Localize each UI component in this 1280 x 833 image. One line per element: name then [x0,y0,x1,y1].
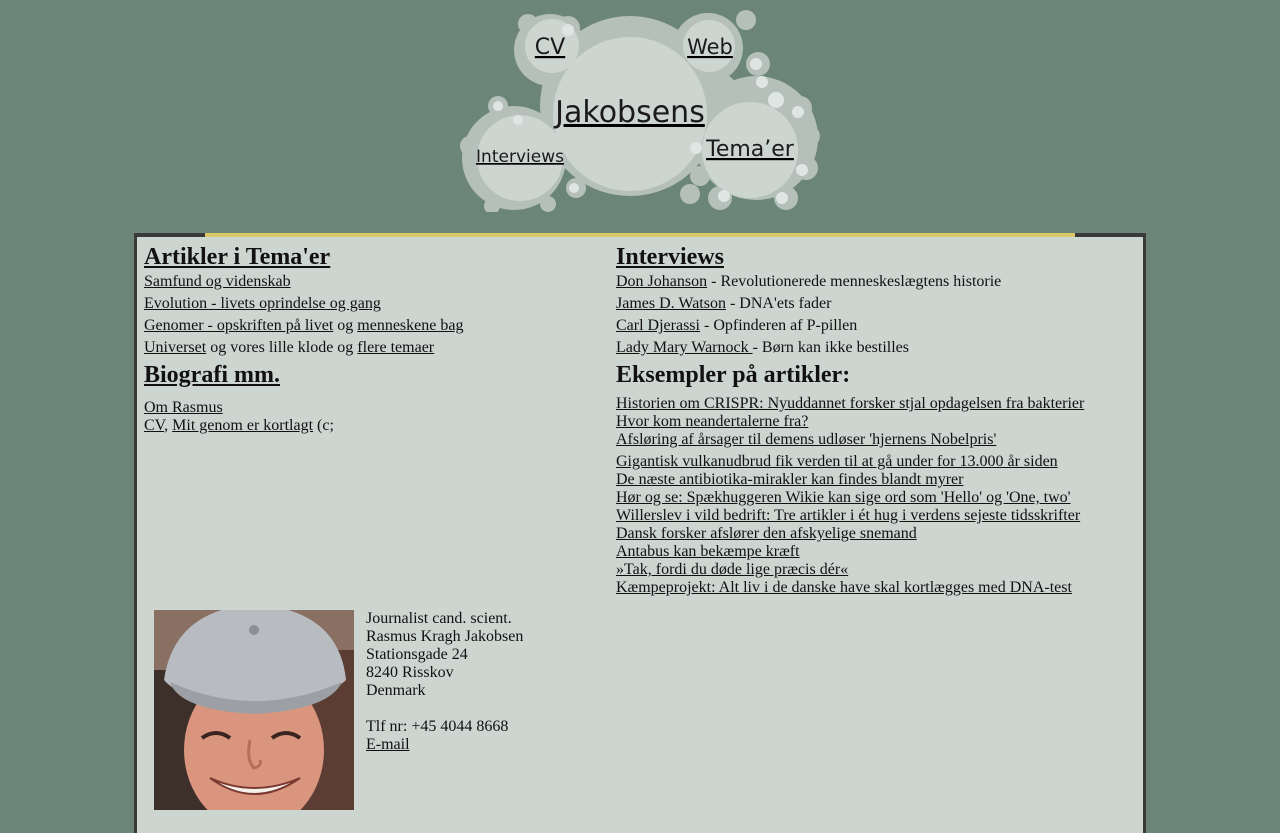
articles-line-1 [144,271,604,293]
contact-section [154,610,754,830]
logo-temaer-link[interactable] [705,137,795,162]
email-line [366,736,523,754]
interview-row [616,315,1136,337]
bio-line-2 [144,417,604,435]
link-flere-temaer[interactable]: flere temaer [357,339,435,356]
example-article [616,579,1136,597]
example-article-link[interactable]: Hør og se: Spækhuggeren Wikie kan sige ord som 'Hello' og 'One, two' [616,489,1071,506]
articles-line-3 [144,315,604,337]
examples-heading: Eksempler på artikler: [616,362,851,388]
example-article-link[interactable]: De næste antibiotika-mirakler kan findes blandt myrer [616,471,964,488]
interview-row [616,271,1136,293]
articles-line-4 [144,337,604,359]
logo-interviews-label: Interviews [476,147,564,167]
interview-row [616,293,1136,315]
right-column [616,243,1136,597]
articles-line-3-text: og [333,317,358,334]
logo-temaer-label: Tema’er [706,137,794,162]
portrait-image [154,610,354,810]
spacer [366,700,523,718]
articles-line-2 [144,293,604,315]
example-article-link[interactable]: Antabus kan bekæmpe kræft [616,543,800,560]
link-menneskene[interactable]: menneskene bag [357,317,464,334]
example-article-link[interactable]: »Tak, fordi du døde lige præcis dér« [616,561,849,578]
link-evolution[interactable]: Evolution - livets oprindelse og gang [144,295,381,312]
example-article-link[interactable]: Kæmpeprojekt: Alt liv i de danske have skal kortlægges med DNA-test [616,579,1072,596]
example-article [616,413,1136,431]
site-logo-navigation [458,8,822,212]
interview-link-johanson[interactable]: Don Johanson [616,273,708,290]
logo-center-label: Jakobsens [555,95,705,130]
example-article [616,525,1136,543]
example-article [616,489,1136,507]
logo-interviews-link[interactable] [476,147,564,167]
interview-desc: - Revolutionerede menneskeslægtens historie [707,273,1002,290]
link-mit-genom[interactable]: Mit genom er kortlagt [172,417,314,434]
job-title: Journalist cand. scient. [366,610,512,627]
interviews-heading-link[interactable]: Interviews [616,244,724,270]
contact-name: Rasmus Kragh Jakobsen [366,628,524,645]
interview-desc: - Børn kan ikke bestilles [752,339,910,356]
interview-link-watson[interactable]: James D. Watson [616,295,726,312]
biography-links [144,399,604,435]
example-article-link[interactable]: Afsløring af årsager til demens udløser 'hjernens Nobelpris' [616,431,997,448]
link-genomer[interactable]: Genomer - opskriften på livet [144,317,334,334]
example-article [616,431,1136,449]
address-block [366,610,523,754]
link-samfund[interactable]: Samfund og videnskab [144,273,291,290]
logo-cv-link[interactable] [535,35,565,60]
example-article-link[interactable]: Gigantisk vulkanudbrud fik verden til at gå under for 13.000 år siden [616,453,1058,470]
example-article-link[interactable]: Historien om CRISPR: Nyuddannet forsker stjal opdagelsen fra bakterier [616,395,1085,412]
example-article-link[interactable]: Hvor kom neandertalerne fra? [616,413,809,430]
example-article [616,395,1136,413]
logo-web-label: Web [687,35,733,59]
interview-link-warnock[interactable]: Lady Mary Warnock [616,339,753,356]
bubble-logo [458,8,822,212]
link-om-rasmus[interactable]: Om Rasmus [144,399,223,416]
bio-suffix: (c; [313,417,334,434]
biography-heading[interactable] [144,361,604,389]
example-article [616,561,1136,579]
email-link[interactable]: E-mail [366,736,410,753]
contact-phone: Tlf nr: +45 4044 8668 [366,718,509,735]
example-article [616,507,1136,525]
contact-street: Stationsgade 24 [366,646,468,663]
bio-line-1 [144,399,604,417]
interview-link-djerassi[interactable]: Carl Djerassi [616,317,700,334]
contact-country: Denmark [366,682,426,699]
interview-row [616,337,1136,359]
interviews-heading[interactable] [616,243,1136,271]
main-content-panel [134,233,1146,833]
example-article-link[interactable]: Dansk forsker afslører den afskyelige snemand [616,525,917,542]
example-article [616,471,1136,489]
articles-heading[interactable] [144,243,604,271]
interview-desc: - Opfinderen af P-pillen [699,317,858,334]
example-article-link[interactable]: Willerslev i vild bedrift: Tre artikler i ét hug i verdens sejeste tidsskrifter [616,507,1081,524]
left-column [144,243,604,435]
panel-accent-bar [205,233,1075,237]
articles-line-4-text: og vores lille klode og [206,339,358,356]
link-cv[interactable]: CV [144,417,165,434]
bio-separator: , [164,417,173,434]
articles-heading-link[interactable]: Artikler i Tema'er [144,244,331,270]
profile-photo [154,610,354,810]
contact-city: 8240 Risskov [366,664,454,681]
interview-desc: - DNA'ets fader [725,295,832,312]
logo-cv-label: CV [534,35,566,60]
example-article [616,543,1136,561]
example-article [616,453,1136,471]
logo-web-link[interactable] [687,35,733,59]
biography-heading-link[interactable]: Biografi mm. [144,362,280,388]
logo-home-link[interactable] [553,95,705,130]
link-universet[interactable]: Universet [144,339,207,356]
